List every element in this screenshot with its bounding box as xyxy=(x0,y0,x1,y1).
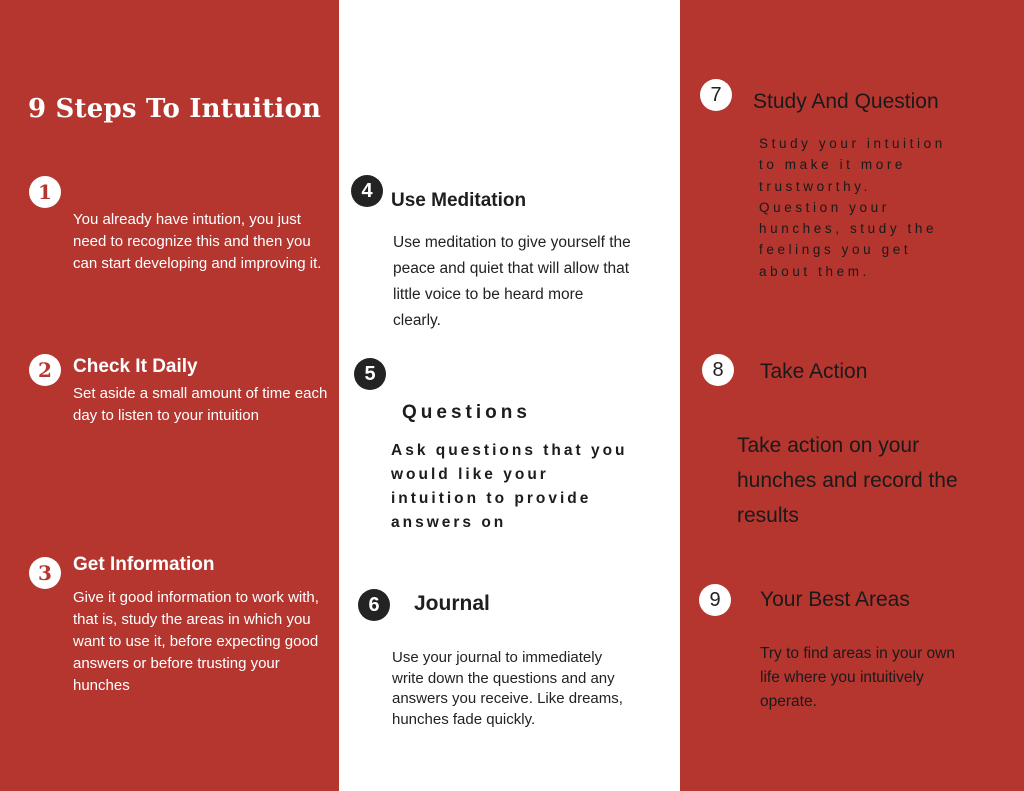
step-6-number-badge: 6 xyxy=(358,589,390,621)
step-4-number-badge: 4 xyxy=(351,175,383,207)
step-8-text: Take action on your hunches and record the results xyxy=(737,434,958,527)
step-8-heading: Take Action xyxy=(760,360,868,383)
step-5-number-badge: 5 xyxy=(354,358,386,390)
step-9-text: Try to find areas in your own life where you intuitively operate. xyxy=(760,645,955,710)
right-panel xyxy=(680,0,1024,791)
step-4-heading: Use Meditation xyxy=(391,190,527,211)
step-2-number-badge: 2 xyxy=(29,354,61,386)
step-5-text: Ask questions that you would like your intuition to provide answers on xyxy=(391,442,628,531)
step-4-text: Use meditation to give yourself the peace and quiet that will allow that little voice to be heard more clearly. xyxy=(393,234,631,329)
step-3-heading: Get Information xyxy=(73,554,215,575)
step-1-text: You already have intution, you just need to recognize this and then you can start developing and improving it. xyxy=(73,211,322,272)
step-8-number-badge: 8 xyxy=(702,354,734,386)
step-3-number-badge: 3 xyxy=(29,557,61,589)
step-2-text: Set aside a small amount of time each day to listen to your intuition xyxy=(73,385,328,424)
step-1-number-badge: 1 xyxy=(29,176,61,208)
step-2-heading: Check It Daily xyxy=(73,356,198,377)
step-7-text: Study your intuition to make it more trustworthy. Question your hunches, study the feelings you get about them. xyxy=(759,136,946,279)
step-7-number-badge: 7 xyxy=(700,79,732,111)
step-6-heading: Journal xyxy=(414,592,490,615)
step-5-heading: Questions xyxy=(402,402,531,423)
step-7-heading: Study And Question xyxy=(753,90,939,113)
step-9-number-badge: 9 xyxy=(699,584,731,616)
page-title: 9 Steps To Intuition xyxy=(28,94,322,124)
step-9-heading: Your Best Areas xyxy=(760,588,910,611)
step-3-text: Give it good information to work with, that is, study the areas in which you want to use it, before expecting good answers or before trusting your hunches xyxy=(73,589,319,694)
step-6-text: Use your journal to immediately write down the questions and any answers you receive. Like dreams, hunches fade quickly. xyxy=(392,649,623,728)
middle-panel xyxy=(339,0,680,791)
left-panel xyxy=(0,0,339,791)
